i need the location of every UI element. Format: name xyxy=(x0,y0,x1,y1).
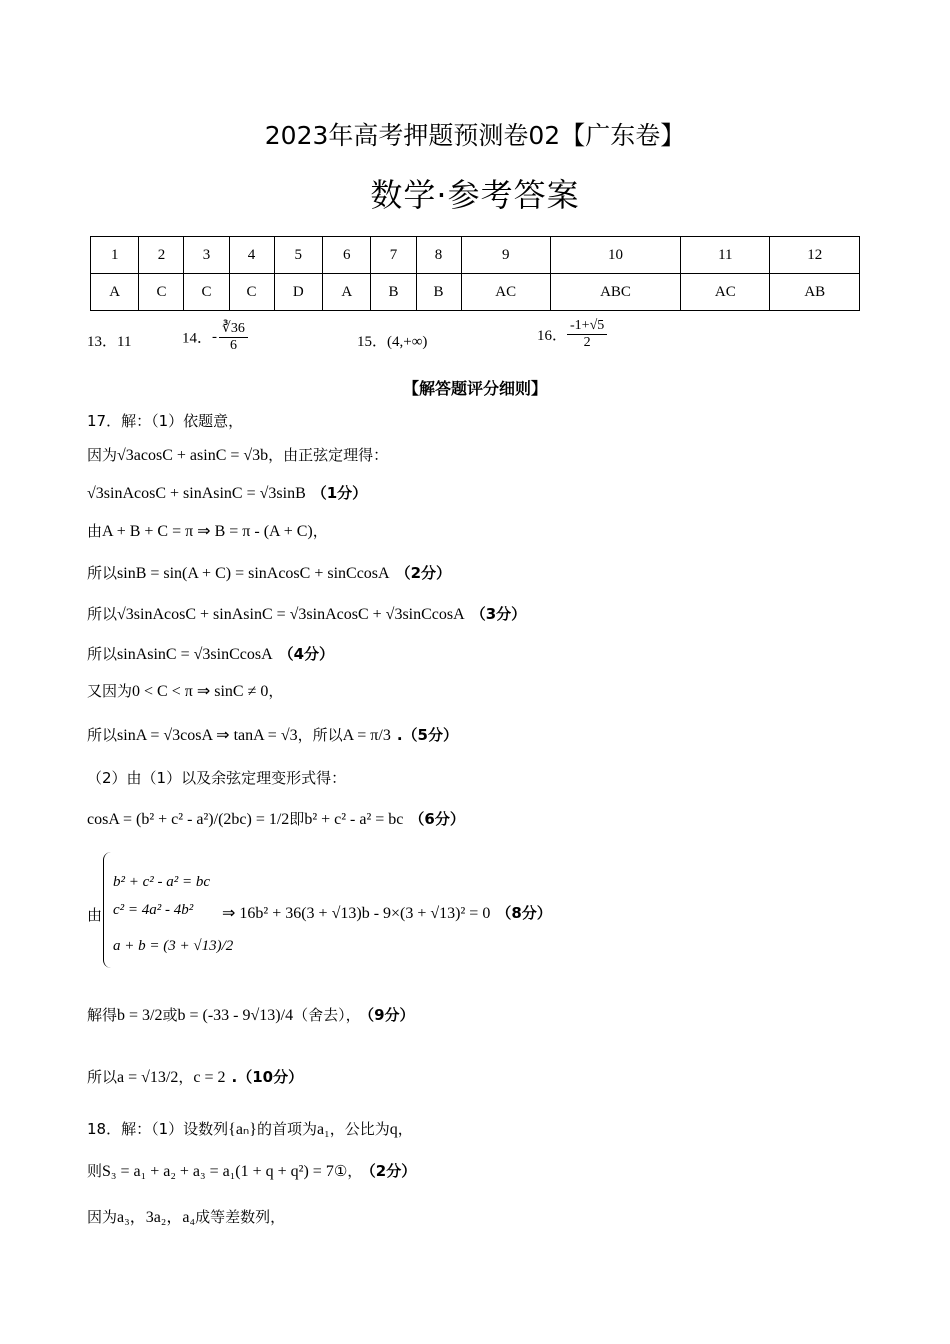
answer-cell: C xyxy=(229,274,274,311)
q17-line-3: √3sinAcosC + sinAsinC = √3sinB （1分） xyxy=(87,484,368,502)
q18-line-3: 因为a₃，3a₂，a₄成等差数列， xyxy=(87,1208,286,1226)
answer-cell: ABC xyxy=(550,274,680,311)
q17-equation-system: 由 b² + c² - a² = bc c² = 4a² - 4b² a + b = (3 + √13)/2 ⇒ 16b² + 36(3 + √13)b - 9×(3 + √13)² = 0 （8分） xyxy=(87,850,887,970)
q17-line-1: 17．解：（1）依题意， xyxy=(87,412,244,430)
question-number: 6 xyxy=(323,237,371,274)
q17-line-4: 由A + B + C = π ⇒ B = π - (A + C)， xyxy=(87,522,328,540)
q17-line-2: 因为√3acosC + asinC = √3b，由正弦定理得： xyxy=(87,446,389,464)
fill-in-answers xyxy=(87,318,647,362)
section-title: 【解答题评分细则】 xyxy=(402,379,547,398)
answer-cell: D xyxy=(274,274,322,311)
question-number: 11 xyxy=(681,237,770,274)
q18-line-2: 则S₃ = a₁ + a₂ + a₃ = a₁(1 + q + q²) = 7①， （2分） xyxy=(87,1162,417,1180)
question-number: 2 xyxy=(139,237,184,274)
q17-line-14: 所以a = √13/2，c = 2 .（10分） xyxy=(87,1068,304,1086)
question-number: 5 xyxy=(274,237,322,274)
q15-answer: 15．(4,+∞) xyxy=(357,334,428,350)
q17-line-11: cosA = (b² + c² - a²)/(2bc) = 1/2即b² + c² - a² = bc （6分） xyxy=(87,810,465,828)
answer-cell: C xyxy=(139,274,184,311)
q17-line-13: 解得b = 3/2或b = (-33 - 9√13)/4（舍去）， （9分） xyxy=(87,1006,415,1024)
system-result: ⇒ 16b² + 36(3 + √13)b - 9×(3 + √13)² = 0 （8分） xyxy=(222,904,552,922)
answer-table xyxy=(90,236,860,311)
question-number: 3 xyxy=(184,237,229,274)
system-row: a + b = (3 + √13)/2 xyxy=(113,938,234,954)
answer-table-header-row xyxy=(91,237,860,274)
question-number: 8 xyxy=(416,237,461,274)
answer-table-answer-row xyxy=(91,274,860,311)
question-number: 7 xyxy=(371,237,416,274)
question-number: 1 xyxy=(91,237,139,274)
answer-cell: B xyxy=(371,274,416,311)
system-row: c² = 4a² - 4b² xyxy=(113,902,194,918)
answer-cell: B xyxy=(416,274,461,311)
q17-line-10: （2）由（1）以及余弦定理变形式得： xyxy=(87,769,347,787)
q16-fraction: $\frac{-1+√5}{2}$ xyxy=(567,318,607,351)
q17-line-5: 所以sinB = sin(A + C) = sinAcosC + sinCcosA （2分） xyxy=(87,564,452,582)
question-number: 10 xyxy=(550,237,680,274)
q13-answer: 13．11 xyxy=(87,334,132,350)
answer-cell: AC xyxy=(681,274,770,311)
system-row: b² + c² - a² = bc xyxy=(113,874,211,890)
q17-line-7: 所以sinAsinC = √3sinCcosA （4分） xyxy=(87,645,335,663)
answer-cell: C xyxy=(184,274,229,311)
q17-line-9: 所以sinA = √3cosA ⇒ tanA = √3，所以A = π/3 .（5分） xyxy=(87,726,458,744)
answer-cell: AC xyxy=(461,274,550,311)
question-number: 12 xyxy=(770,237,860,274)
q18-line-1: 18．解：（1）设数列{aₙ}的首项为a₁，公比为q， xyxy=(87,1120,413,1138)
answer-cell: A xyxy=(323,274,371,311)
q17-line-6: 所以√3sinAcosC + sinAsinC = √3sinAcosC + √3sinCcosA （3分） xyxy=(87,605,527,623)
question-number: 9 xyxy=(461,237,550,274)
answer-cell: AB xyxy=(770,274,860,311)
q16-answer: 16． $\frac{-1+√5}{2}$ xyxy=(537,318,607,351)
document-subtitle: 数学·参考答案 xyxy=(370,176,580,214)
document-title: 2023年高考押题预测卷02【广东卷】 xyxy=(264,121,686,150)
q17-line-8: 又因为0 < C < π ⇒ sinC ≠ 0， xyxy=(87,682,284,700)
answer-cell: A xyxy=(91,274,139,311)
q14-fraction: $\frac{∛36}{6}$ xyxy=(219,320,248,354)
q14-answer: 14．- $\frac{∛36}{6}$ xyxy=(182,320,248,354)
question-number: 4 xyxy=(229,237,274,274)
